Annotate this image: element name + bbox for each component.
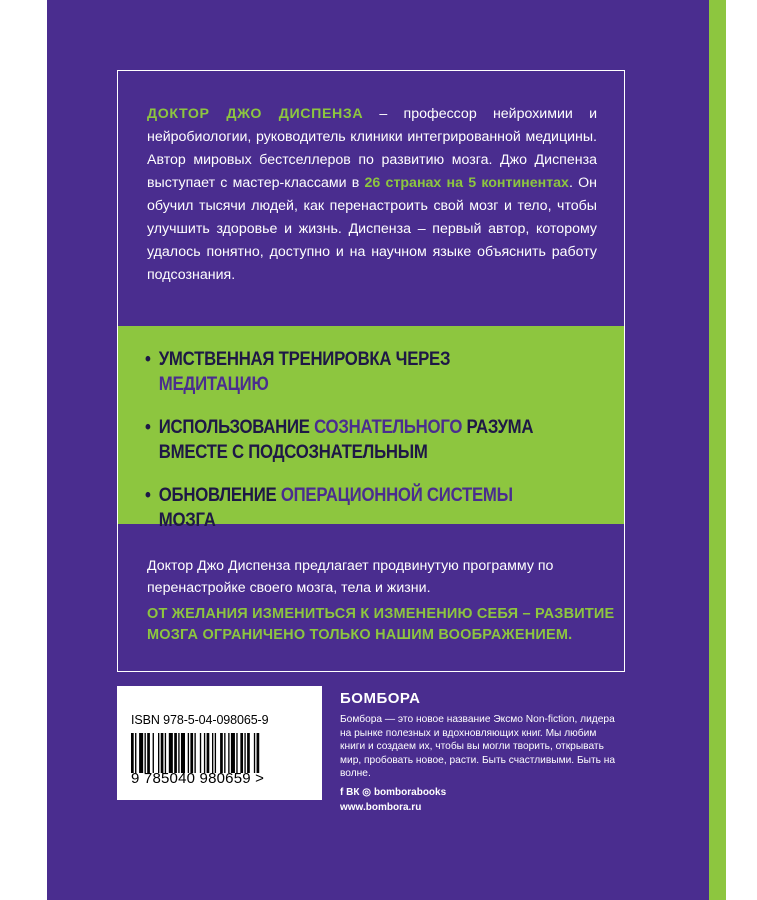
- author-name: ДОКТОР ДЖО ДИСПЕНЗА: [147, 106, 364, 122]
- isbn-label: ISBN 978-5-04-098065-9: [131, 713, 269, 727]
- feature-list: [145, 347, 541, 551]
- publisher-block: [340, 690, 620, 781]
- feature-item: • ОБНОВЛЕНИЕ ОПЕРАЦИОННОЙ СИСТЕМЫ МОЗГА: [145, 484, 513, 531]
- publisher-name: БОМБОРА: [340, 690, 421, 707]
- bio-highlight: 26 странах на 5 континентах: [364, 175, 569, 191]
- bio-text-1: – профессор нейрохимии и нейробиологии, руководитель клиники интегрированной медицины. Автор мировых бестселлеров по развитию мозга. Джо Диспенза выступает с мастер-классами в: [147, 106, 597, 191]
- barcode-digits: 9 785040 980659 >: [131, 770, 265, 787]
- publisher-description: Бомбора — это новое название Эксмо Non-fiction, лидера на рынке полезных и вдохновляющих книг. Мы любим книги и создаем их, чтобы вы могли творить, открывать мир, пробовать новое, расти. Быть счастливыми. Быть на волне.: [340, 714, 616, 780]
- bullet-dot: •: [145, 484, 151, 506]
- spine-strip: [709, 0, 726, 900]
- program-intro: Доктор Джо Диспенза предлагает продвинутую программу по перенастройке своего мозга, тела и жизни.: [147, 558, 554, 596]
- bullet-dot: •: [145, 348, 151, 370]
- publisher-site: www.bombora.ru: [340, 802, 422, 813]
- feature-item: • УМСТВЕННАЯ ТРЕНИРОВКА ЧЕРЕЗ МЕДИТАЦИЮ: [145, 348, 451, 395]
- bullet-dot: •: [145, 416, 151, 438]
- social-icons: f ВК ◎: [340, 787, 371, 798]
- social-handle: bomborabooks: [373, 787, 447, 798]
- slogan: ОТ ЖЕЛАНИЯ ИЗМЕНИТЬСЯ К ИЗМЕНЕНИЮ СЕБЯ – РАЗВИТИЕ МОЗГА ОГРАНИЧЕНО ТОЛЬКО НАШИМ ВООБРАЖЕНИЕМ.: [147, 606, 615, 643]
- publisher-social: [340, 787, 446, 798]
- bio-text-2: . Он обучил тысячи людей, как перенастроить свой мозг и тело, чтобы улучшить здоровье и жизнь. Диспенза – первый автор, которому удалось понятно, доступно и на научном языке объяснить работу подсознания.: [147, 175, 597, 283]
- author-bio: [147, 103, 597, 287]
- feature-item: • ИСПОЛЬЗОВАНИЕ СОЗНАТЕЛЬНОГО РАЗУМА ВМЕСТЕ С ПОДСОЗНАТЕЛЬНЫМ: [145, 416, 534, 463]
